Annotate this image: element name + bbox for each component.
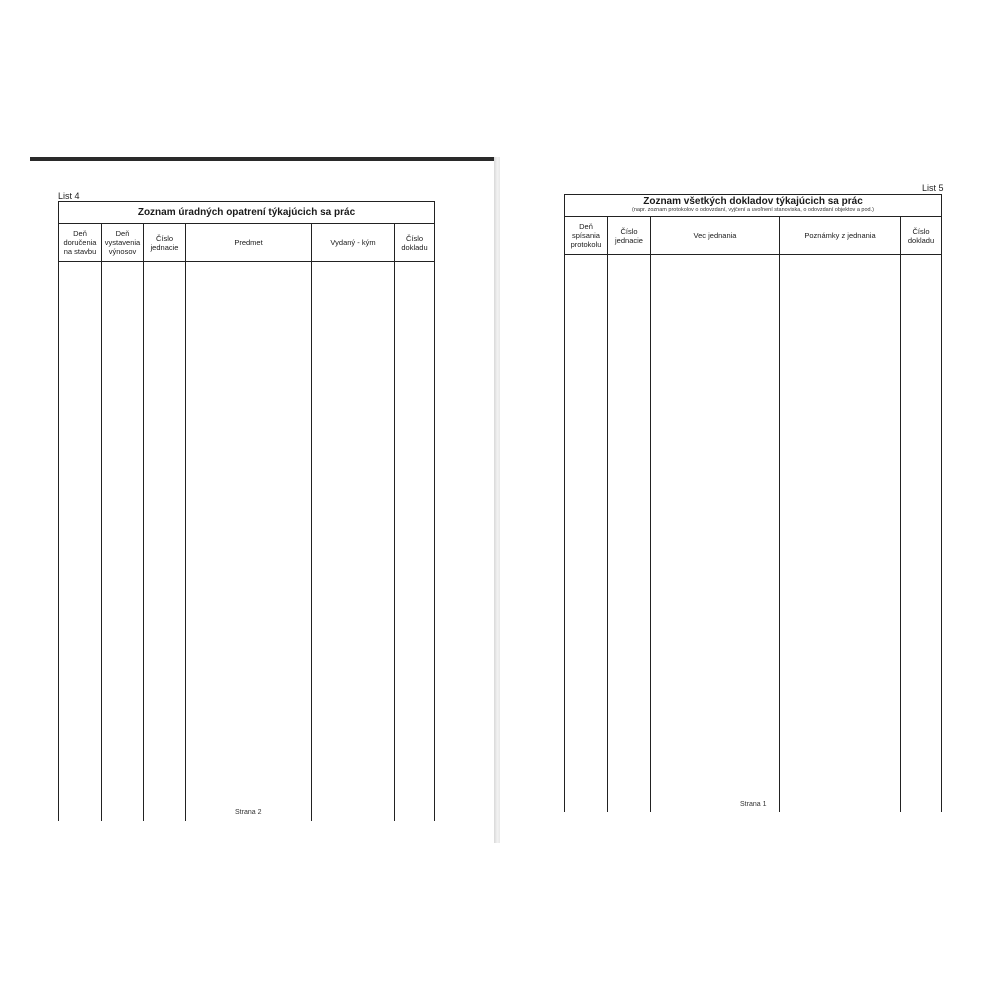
- table-title: Zoznam všetkých dokladov týkajúcich sa prác: [643, 196, 863, 207]
- table-body: [59, 224, 434, 821]
- column-header: Číslo dokladu: [395, 224, 434, 262]
- right-page: [500, 157, 970, 843]
- list-label: List 5: [922, 183, 944, 193]
- column: [311, 224, 394, 821]
- column: [565, 217, 607, 812]
- table-title: Zoznam úradných opatrení týkajúcich sa prác: [59, 202, 434, 224]
- column: [101, 224, 143, 821]
- left-page: [30, 157, 496, 843]
- column: [607, 217, 650, 812]
- column-header: Číslo dokladu: [901, 217, 941, 255]
- table-subtitle: (napr. zoznam protokolov o odovzdaní, vyjčení a uvoľnení stanoviska, o odovzdaní objektov a pod.): [632, 207, 874, 213]
- table-body: [565, 217, 941, 812]
- column: [900, 217, 941, 812]
- page-number: Strana 2: [235, 809, 262, 816]
- book-spread: [30, 157, 970, 843]
- column-header: Predmet: [186, 224, 311, 262]
- column: [650, 217, 779, 812]
- documents-table: [564, 194, 942, 812]
- official-measures-table: [58, 201, 435, 821]
- column: [394, 224, 434, 821]
- column-header: Deň doručenia na stavbu: [59, 224, 101, 262]
- column-header: Vydaný - kým: [312, 224, 394, 262]
- column-header: Poznámky z jednania: [780, 217, 900, 255]
- table-title-block: [565, 195, 941, 217]
- column-header: Číslo jednacie: [144, 224, 185, 262]
- column-header: Deň vystavenia výnosov: [102, 224, 143, 262]
- column-header: Deň spísania protokolu: [565, 217, 607, 255]
- column: [143, 224, 185, 821]
- list-label: List 4: [58, 191, 80, 201]
- column-header: Vec jednania: [651, 217, 779, 255]
- column: [185, 224, 311, 821]
- column-header: Číslo jednacie: [608, 217, 650, 255]
- column: [779, 217, 900, 812]
- page-number: Strana 1: [740, 801, 767, 808]
- column: [59, 224, 101, 821]
